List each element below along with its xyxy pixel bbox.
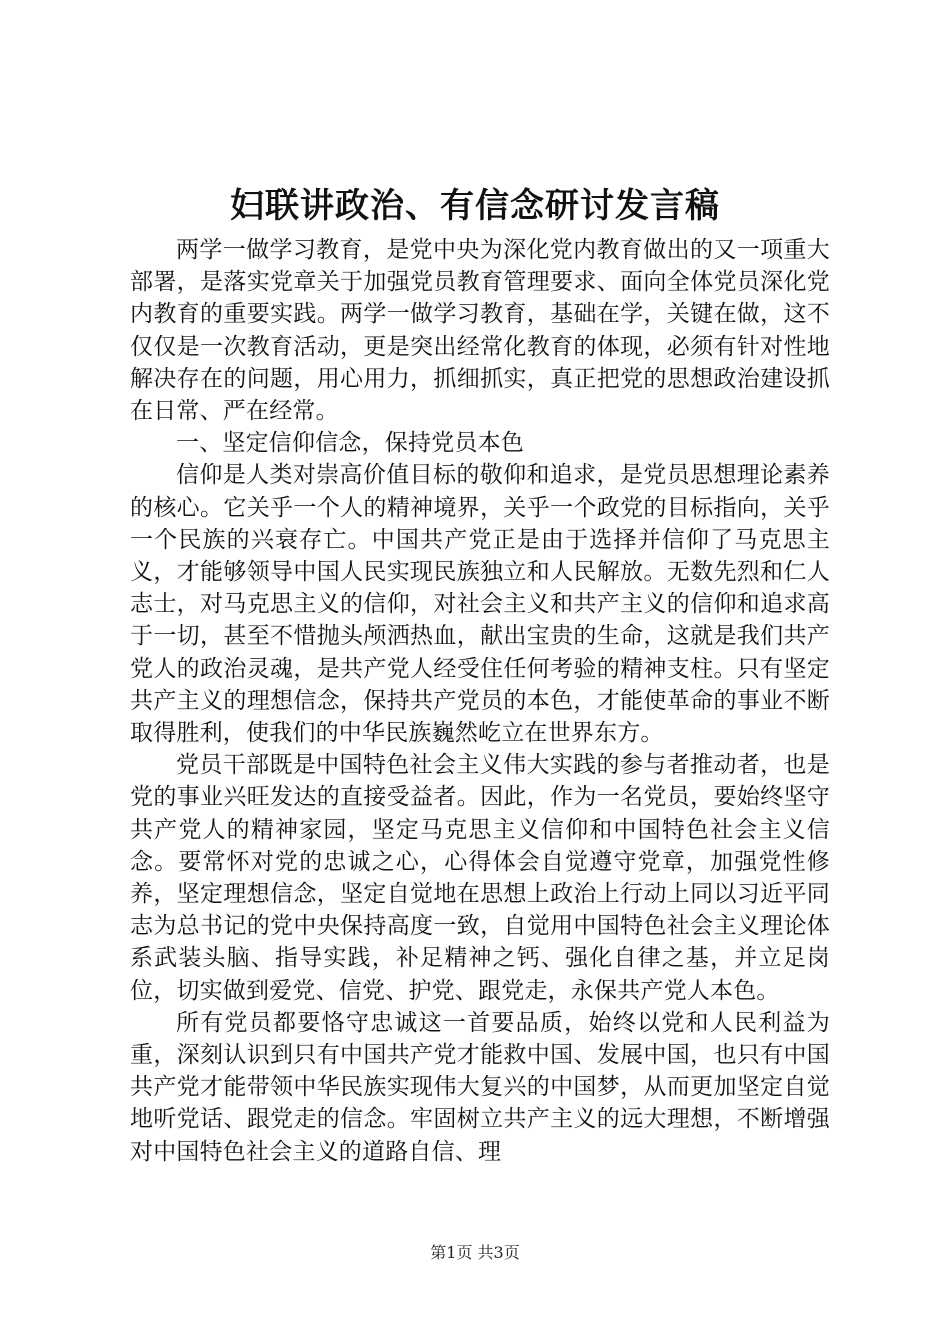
page-number: 第1页 共3页: [430, 1243, 520, 1262]
body-paragraph: 党员干部既是中国特色社会主义伟大实践的参与者推动者，也是党的事业兴旺发达的直接受益者。因此，作为一名党员，要始终坚守共产党人的精神家园，坚定马克思主义信仰和中国特色社会主义信念。要常怀对党的忠诚之心，心得体会自觉遵守党章，加强党性修养，坚定理想信念，坚定自觉地在思想上政治上行动上同以习近平同志为总书记的党中央保持高度一致，自觉用中国特色社会主义理论体系武装头脑、指导实践，补足精神之钙、强化自律之基，并立足岗位，切实做到爱党、信党、护党、跟党走，永保共产党人本色。: [130, 752, 830, 1004]
body-paragraph: 信仰是人类对崇高价值目标的敬仰和追求，是党员思想理论素养的核心。它关乎一个人的精神境界，关乎一个政党的目标指向，关乎一个民族的兴衰存亡。中国共产党正是由于选择并信仰了马克思主义，才能够领导中国人民实现民族独立和人民解放。无数先烈和仁人志士，对马克思主义的信仰，对社会主义和共产主义的信仰和追求高于一切，甚至不惜抛头颅洒热血，献出宝贵的生命，这就是我们共产党人的政治灵魂，是共产党人经受住任何考验的精神支柱。只有坚定共产主义的理想信念，保持共产党员的本色，才能使革命的事业不断取得胜利，使我们的中华民族巍然屹立在世界东方。: [130, 462, 830, 747]
intro-paragraph: 两学一做学习教育，是党中央为深化党内教育做出的又一项重大部署，是落实党章关于加强党员教育管理要求、面向全体党员深化党内教育的重要实践。两学一做学习教育，基础在学，关键在做，这不仅仅是一次教育活动，更是突出经常化教育的体现，必须有针对性地解决存在的问题，用心用力，抓细抓实，真正把党的思想政治建设抓在日常、严在经常。: [130, 237, 830, 425]
document-title: 妇联讲政治、有信念研讨发言稿: [230, 186, 720, 226]
body-paragraph: 所有党员都要恪守忠诚这一首要品质，始终以党和人民利益为重，深刻认识到只有中国共产党才能救中国、发展中国，也只有中国共产党才能带领中华民族实现伟大复兴的中国梦，从而更加坚定自觉地听党话、跟党走的信念。牢固树立共产主义的远大理想，不断增强对中国特色社会主义的道路自信、理: [130, 1009, 830, 1165]
document-body: [130, 234, 830, 1168]
section-heading: 一、坚定信仰信念，保持党员本色: [176, 430, 524, 457]
